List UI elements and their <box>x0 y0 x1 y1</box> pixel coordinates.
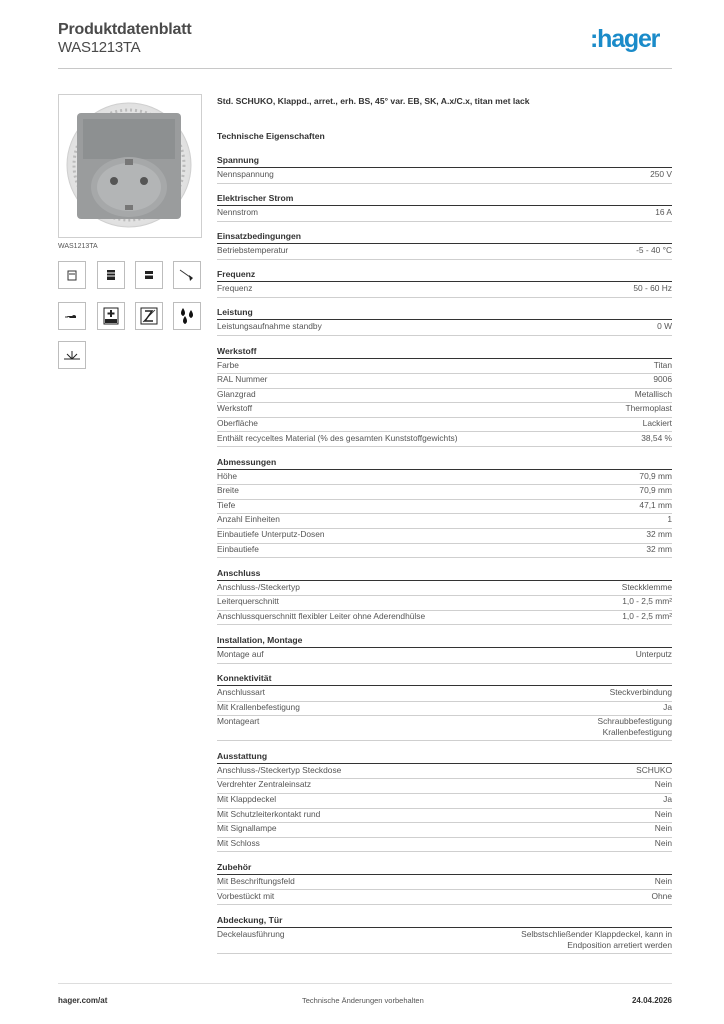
product-image <box>58 94 202 238</box>
spec-label: Farbe <box>217 359 239 370</box>
footer-date: 24.04.2026 <box>631 996 672 1005</box>
spec-value: 32 mm <box>646 529 672 539</box>
spec-label: Einbautiefe <box>217 543 259 554</box>
footer-disclaimer: Technische Änderungen vorbehalten <box>302 996 424 1005</box>
spec-label: Mit Krallenbefestigung <box>217 701 300 712</box>
spec-label: RAL Nummer <box>217 374 268 385</box>
spec-row <box>217 794 672 809</box>
spec-label: Verdrehter Zentraleinsatz <box>217 779 312 790</box>
spec-value: Titan <box>653 359 672 370</box>
spec-label: Deckelausführung <box>217 928 285 939</box>
product-description: Std. SCHUKO, Klappd., arret., erh. BS, 45° var. EB, SK, A.x/C.x, titan met lack <box>217 96 530 106</box>
image-caption: WAS1213TA <box>58 243 98 250</box>
spec-label: Mit Beschriftungsfeld <box>217 875 295 886</box>
spec-value: Schraubbefestigung Krallenbefestigung <box>597 716 672 738</box>
spec-group-title: Einsatzbedingungen <box>217 231 672 244</box>
header-divider <box>58 68 672 69</box>
spec-row <box>217 433 672 448</box>
spec-group-title: Ausstattung <box>217 751 672 764</box>
spec-row <box>217 611 672 626</box>
spec-label: Nennspannung <box>217 169 274 179</box>
hand-icon <box>58 302 86 330</box>
spec-group-title: Abdeckung, Tür <box>217 915 672 928</box>
spec-value: Nein <box>654 823 672 834</box>
spec-row <box>217 716 672 741</box>
spec-value: Ohne <box>651 890 672 901</box>
spec-row <box>217 823 672 838</box>
spec-value: Thermoplast <box>625 403 672 414</box>
spec-label: Oberfläche <box>217 417 258 428</box>
spec-label: Vorbestückt mit <box>217 890 275 901</box>
spec-value: 16 A <box>655 207 672 218</box>
product-number: WAS1213TA <box>58 39 141 56</box>
spec-label: Anschluss-/Steckertyp <box>217 581 300 592</box>
spec-label: Breite <box>217 485 239 496</box>
spec-row <box>217 809 672 824</box>
spec-row <box>217 321 672 336</box>
spec-row <box>217 471 672 486</box>
spec-value: Ja <box>663 794 672 804</box>
spec-label: Tiefe <box>217 499 236 510</box>
spec-label: Werkstoff <box>217 403 253 414</box>
spec-value: 50 - 60 Hz <box>633 283 672 294</box>
spec-value: -5 - 40 °C <box>636 245 672 256</box>
spec-value: Nein <box>654 808 672 819</box>
spec-group-title: Installation, Montage <box>217 635 672 648</box>
spec-value: 250 V <box>650 169 672 179</box>
spec-row <box>217 891 672 906</box>
page-title: Produktdatenblatt <box>58 21 192 38</box>
spec-value: Selbstschließender Klappdeckel, kann in Endposition arretiert werden <box>521 928 672 950</box>
spec-row <box>217 529 672 544</box>
spec-label: Enthält recyceltes Material (% des gesamten Kunststoffgewichts) <box>217 432 458 443</box>
spec-row <box>217 649 672 664</box>
spec-value: 70,9 mm <box>639 485 672 496</box>
spec-group-title: Leistung <box>217 307 672 320</box>
spec-value: 1,0 - 2,5 mm² <box>622 596 672 607</box>
spec-row <box>217 403 672 418</box>
plus-label-icon <box>97 302 125 330</box>
spec-label: Betriebstemperatur <box>217 245 289 256</box>
spec-label: Anschlussart <box>217 687 265 698</box>
cable-corner-icon <box>173 261 201 289</box>
spec-row <box>217 838 672 853</box>
spec-label: Mit Schutzleiterkontakt rund <box>217 808 321 819</box>
spec-group-title: Abmessungen <box>217 457 672 470</box>
wiring-icon <box>58 341 86 369</box>
water-drops-icon <box>173 302 201 330</box>
spec-row <box>217 514 672 529</box>
spec-value: 32 mm <box>646 543 672 554</box>
spec-value: 38,54 % <box>641 432 672 443</box>
footer-divider <box>58 983 672 984</box>
spec-label: Glanzgrad <box>217 388 256 399</box>
footer-website[interactable]: hager.com/at <box>58 996 108 1005</box>
spec-row <box>217 876 672 891</box>
spec-value: 9006 <box>653 374 672 385</box>
spec-row <box>217 389 672 404</box>
spec-group-title: Elektrischer Strom <box>217 193 672 206</box>
spec-group-title: Spannung <box>217 155 672 168</box>
spec-value: Steckverbindung <box>609 687 672 698</box>
spec-group-title: Werkstoff <box>217 346 672 359</box>
spec-label: Mit Klappdeckel <box>217 794 277 804</box>
spec-label: Mit Schloss <box>217 837 260 848</box>
socket-square-icon <box>135 261 163 289</box>
spec-row <box>217 283 672 298</box>
spec-label: Höhe <box>217 470 238 481</box>
spec-row <box>217 207 672 222</box>
spec-group-title: Zubehör <box>217 862 672 875</box>
spec-row <box>217 582 672 597</box>
spec-row <box>217 485 672 500</box>
spec-row <box>217 596 672 611</box>
spec-value: SCHUKO <box>636 764 672 775</box>
socket-small-icon <box>58 261 86 289</box>
spec-row <box>217 500 672 515</box>
ip-rating-icon <box>135 302 163 330</box>
spec-row <box>217 245 672 260</box>
spec-row <box>217 418 672 433</box>
spec-value: 1,0 - 2,5 mm² <box>622 610 672 621</box>
spec-row <box>217 702 672 717</box>
spec-label: Einbautiefe Unterputz-Dosen <box>217 529 325 539</box>
spec-group-title: Frequenz <box>217 269 672 282</box>
spec-value: 1 <box>667 514 672 525</box>
section-title: Technische Eigenschaften <box>217 131 325 141</box>
spec-row <box>217 544 672 559</box>
spec-value: Nein <box>654 875 672 886</box>
spec-row <box>217 687 672 702</box>
spec-value: Unterputz <box>635 649 672 659</box>
spec-row <box>217 360 672 375</box>
spec-value: Nein <box>654 779 672 790</box>
spec-label: Frequenz <box>217 283 253 294</box>
spec-label: Anschluss-/Steckertyp Steckdose <box>217 764 342 775</box>
hager-logo: :hager <box>590 25 660 53</box>
spec-label: Mit Signallampe <box>217 823 277 834</box>
spec-value: Nein <box>654 837 672 848</box>
spec-label: Leistungsaufnahme standby <box>217 321 322 332</box>
spec-value: Lackiert <box>642 417 672 428</box>
spec-row <box>217 374 672 389</box>
spec-group-title: Anschluss <box>217 568 672 581</box>
socket-dark-icon <box>97 261 125 289</box>
spec-label: Anzahl Einheiten <box>217 514 280 525</box>
spec-row <box>217 765 672 780</box>
spec-label: Montage auf <box>217 649 264 659</box>
spec-value: 70,9 mm <box>639 470 672 481</box>
spec-label: Leiterquerschnitt <box>217 596 279 607</box>
spec-value: 0 W <box>657 321 672 332</box>
spec-row <box>217 929 672 954</box>
spec-label: Montageart <box>217 716 260 727</box>
spec-label: Anschlussquerschnitt flexibler Leiter ohne Aderendhülse <box>217 610 426 621</box>
spec-value: 47,1 mm <box>639 499 672 510</box>
spec-value: Ja <box>663 701 672 712</box>
spec-value: Steckklemme <box>621 581 672 592</box>
spec-label: Nennstrom <box>217 207 258 218</box>
spec-value: Metallisch <box>634 388 672 399</box>
spec-group-title: Konnektivität <box>217 673 672 686</box>
spec-row <box>217 169 672 184</box>
spec-row <box>217 779 672 794</box>
